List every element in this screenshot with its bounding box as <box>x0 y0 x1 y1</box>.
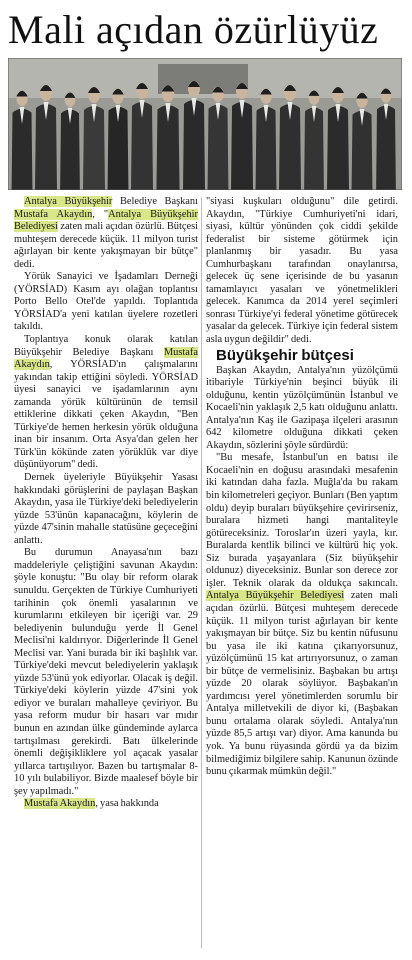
paragraph <box>206 452 398 778</box>
paragraph: Başkan Akaydın, Antalya'nın yüzölçümü itibariyle Türkiye'nin beşinci büyük ili olduğunu, kentin yüzölçümünün İstanbul ve Kocaeli'nin yaklaşık 2,5 katı olduğunu anlattı. Antalya'nın Kaş ile Gazipaşa ilçeleri arasının 642 kilometre olduğuna dikkati çeken Akaydın, sözlerini şöyle sürdürdü: <box>206 364 398 451</box>
article-column-left <box>14 196 198 811</box>
text-run: , yasa hakkında <box>95 798 159 810</box>
text-run: zaten mali açıdan özürlü. Bütçesi muhteşem derecede küçük. 11 milyon turist ağırlayan bir kente yakışmayan bir bütçe. Siz bu kentin nüfusunu bu yasa ile iki katına çıkarıyorsunuz, yüzölçümünü 15 kat artırıyorsunuz, o zaman bir bütçe de vermelisiniz. Başbakan bu artışı yüzde 20 olarak söylüyor. Başbakan'ın yardımcısı yerel yönetimlerden sorumlu bir Antalya milletvekili de diyor ki, (Başbakan bunu ortalama olarak söyledi. Antalya'nın yüzde 85,5 artışı var) diyor. Ama kanunda bu yok. Ya bunu rüyasında gördü ya da bizim bilmediğimiz bilgilere sahip. Kanunun özünde bunu çıkarmak mümkün değil." <box>206 590 398 778</box>
text-run: , " <box>92 208 109 220</box>
paragraph <box>14 196 198 271</box>
highlighted-text: Mustafa Akaydın <box>14 208 93 220</box>
text-run: Toplantıya konuk olarak katılan Büyükşehir Belediye Başkanı <box>14 334 198 358</box>
highlighted-text: Antalya Büyükşehir Belediyesi <box>14 208 199 233</box>
paragraph <box>14 798 198 811</box>
group-photo <box>8 58 402 190</box>
paragraph: "siyasi kuşkuları olduğunu" dile getirdi. Akaydın, "Türkiye Cumhuriyeti'ni idari, siyasi, kültür yönünden çok ciddi şekilde federalist bir sisteme götürmek için planlanmış bir yasadır. Bu yasa Cumhurbaşkanı tarafından onaylanırsa, gelecek üç sene içerisinde de bu yasanın tamamlayıcı yasaları ve yönetmelikleri gelecek. Kanımca da 2014 yerel seçimleri sonrası Türkiye'yi federal yönetime götürecek yasalar da gelecek. Türkiye için federal sistem asla uygun değildir" dedi. <box>206 196 398 346</box>
highlighted-text: Antalya Büyükşehir <box>24 196 113 207</box>
column-divider <box>201 198 202 948</box>
paragraph: Dernek üyeleriyle Büyükşehir Yasası hakkındaki görüşlerini de paylaşan Başkan Akaydın, yasa ile Türkiye'deki belediyelerin yüzde 53'ünün kapanacağını, köylerin de yüzde 47'sinin mahalle statüsüne geçeceğini anlattı. <box>14 472 198 546</box>
highlighted-text: Mustafa Akaydın <box>24 798 96 810</box>
section-subheading: Büyükşehir bütçesi <box>216 346 354 364</box>
text-run: , YÖRSİAD'ın çalışmalarını yakından takip ettiğini söyledi. YÖRSİAD üyesi sanayici ve işadamlarının aynı zamanda yörük kültürünün de temsil ettiklerine dikkati çeken Akaydın, "Ben Türkiye'de hemen herkesin yörük olduğuna inan bir insanım. Orta Asya'dan gelen her Türk'ün kökünde zaten yörüklük var diye düşünüyorum" dedi. <box>14 359 198 471</box>
paragraph <box>14 334 198 472</box>
text-run: zaten mali açıdan özürlü. Bütçesi muhteşem derecede küçük. 11 milyon turist ağırlayan bir kente yakışmayan bir bütçe" dedi. <box>14 221 198 270</box>
text-run: Belediye Başkanı <box>112 196 198 207</box>
highlighted-text: Mustafa Akaydın <box>14 346 198 371</box>
paragraph: Bu durumun Anayasa'nın bazı maddeleriyle çeliştiğini savunan Akaydın: şöyle konuştu: "Bu olay bir reform olarak sunuldu. Gerçekten de Türkiye Cumhuriyeti tarihinin çok önemli yasalarının ve kurumlarını etkileyen bir içeriği var. 29 belediyenin bulunduğu yerde İl Genel Meclisi'ni kaldırıyor. Diğerlerinde İl Genel Meclisi var. Yani burada bir iki başlılık var. Türkiye'deki mevcut belediyelerin yaklaşık yüzde 53'ünü yok ediyorlar. Olacak iş değil. Türkiye'deki köylerin yüzde 47'sini yok ediyor ve buraları mahalleye çeviriyor. Bu yasa reform mudur bir hasarı var mıdır bunun en azından ülke gündeminde aylarca tartışılması gerekirdi. Batı ülkelerinde önemli değişikliklere yol açacak yasalar yıllarca tartışılıyor. Bazen bu tartışmalar 8-10 yılı bulabiliyor. Bizde maalesef böyle bir şey yapılmadı." <box>14 547 198 797</box>
paragraph: Yörük Sanayici ve İşadamları Derneği (YÖRSİAD) Kasım ayı olağan toplantısı Porto Bello Otel'de yapıldı. Toplantıda YÖRSİAD'a yeni katılan üyelere rozetleri takıldı. <box>14 271 198 333</box>
text-run: "Bu mesafe, İstanbul'un en batısı ile Kocaeli'nin en doğusu arasındaki mesafenin iki katından daha fazla. Muğla'da bu rakam bin kilometreleri geçiyor. Bunları (Ben yaptım oldu) deyip buraları büyükşehire çevirirseniz, buralara hizmeti hangi mantaliteyle götüreceksiniz. Toroslar'ın üzeri yayla, kır. Buralarda kentlik bilinci ve kültürü hiç yok. Siz burada yaşayanlara (Siz büyükşehir oldunuz) diyeceksiniz. Bunlar son derece zor işler. Teknik olarak da oldukça sakıncalı. <box>206 452 398 589</box>
group-photo-image <box>8 58 402 190</box>
highlighted-text: Antalya Büyükşehir Belediyesi <box>206 590 345 602</box>
article-column-right <box>206 196 398 779</box>
headline: Mali açıdan özürlüyüz <box>8 7 379 52</box>
